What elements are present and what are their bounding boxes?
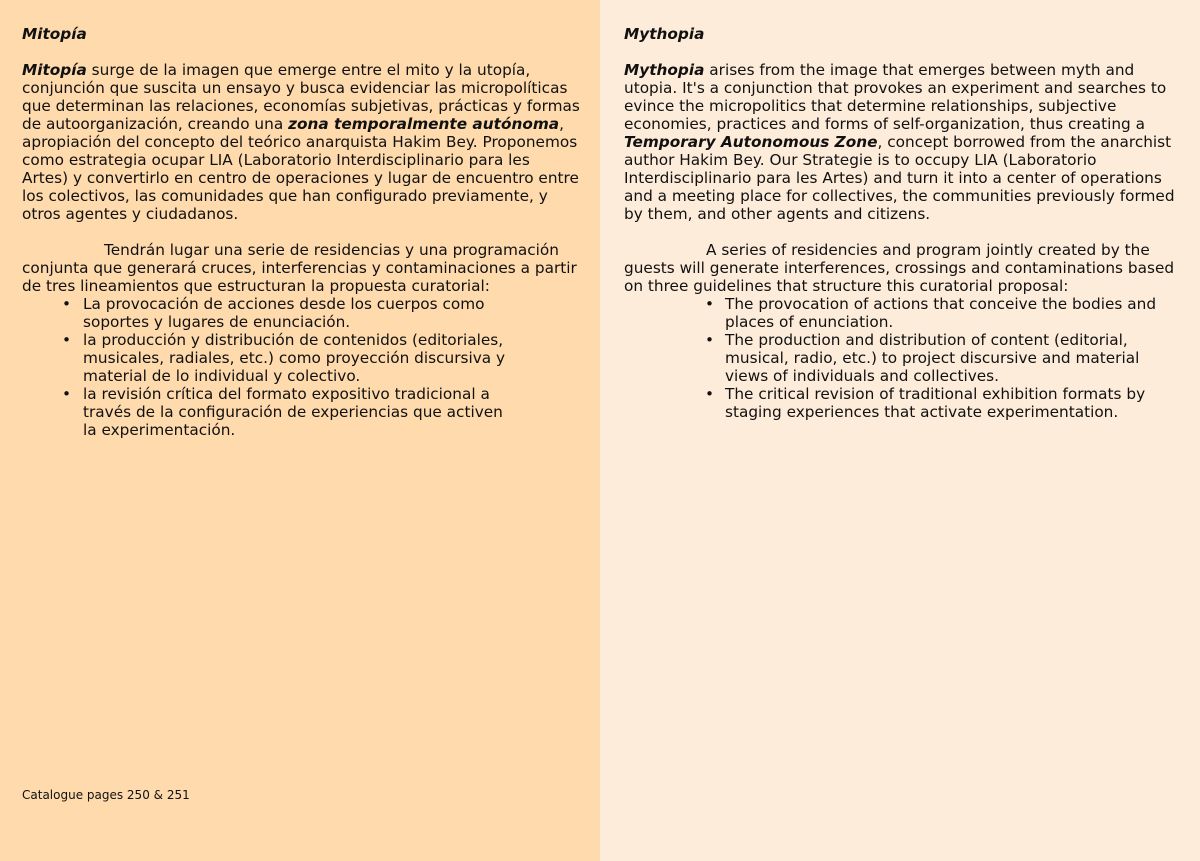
emphasis-term: Mitopía xyxy=(22,61,87,79)
paragraph-text: arises from the image that emerges between myth and utopia. It's a conjunction that provokes an experiment and searches to evince the micropolitics that determine relationships, subjective economies, practices and forms of self-organization, thus creating a xyxy=(624,61,1167,133)
list-item xyxy=(22,295,580,331)
page-title: Mitopía xyxy=(22,25,87,43)
guidelines-list xyxy=(22,295,580,439)
bullet-icon: • xyxy=(705,331,715,349)
guidelines-list xyxy=(624,295,1180,421)
bullet-icon: • xyxy=(62,331,72,349)
intro-paragraph xyxy=(22,61,580,223)
bullet-icon: • xyxy=(705,385,715,403)
paragraph-text: , apropiación del concepto del teórico anarquista Hakim Bey. Proponemos como estrategia ocupar LIA (Laboratorio Interdisciplinario para les Artes) y convertirlo en centro de operaciones y lugar de encuentro entre los colectivos, las comunidades que han configurado previamente, y otros agentes y ciudadanos. xyxy=(22,115,579,223)
emphasis-term: zona temporalmente autónoma xyxy=(288,115,560,133)
program-paragraph: Tendrán lugar una serie de residencias y una programación conjunta que generará cruces, interferencias y contaminaciones a partir de tres lineamientos que estructuran la propuesta curatorial: xyxy=(22,241,577,295)
list-item-text: La provocación de acciones desde los cuerpos como soportes y lugares de enunciación. xyxy=(83,295,485,331)
list-item xyxy=(624,385,1180,421)
list-item-text: la revisión crítica del formato expositivo tradicional a través de la configuración de experiencias que activen la experimentación. xyxy=(83,385,503,439)
paragraph-text: surge de la imagen que emerge entre el mito y la utopía, conjunción que suscita un ensayo y busca evidenciar las micropolíticas que determinan las relaciones, economías subjetivas, prácticas y formas de autoorganización, creando una xyxy=(22,61,580,133)
list-item-text: The critical revision of traditional exhibition formats by staging experiences that activate experimentation. xyxy=(725,385,1146,421)
emphasis-term: Mythopia xyxy=(624,61,705,79)
emphasis-term: Temporary Autonomous Zone xyxy=(624,133,878,151)
list-item xyxy=(624,331,1180,385)
list-item xyxy=(22,331,580,385)
page-footer: Catalogue pages 250 & 251 xyxy=(22,788,190,802)
list-item xyxy=(22,385,580,439)
intro-paragraph xyxy=(624,61,1180,223)
list-item-text: The provocation of actions that conceive the bodies and places of enunciation. xyxy=(725,295,1157,331)
bullet-icon: • xyxy=(705,295,715,313)
right-page-english xyxy=(600,0,1200,861)
list-item-text: la producción y distribución de contenidos (editoriales, musicales, radiales, etc.) como proyección discursiva y material de lo individual y colectivo. xyxy=(83,331,506,385)
page-title: Mythopia xyxy=(624,25,705,43)
list-item xyxy=(624,295,1180,331)
program-paragraph: A series of residencies and program jointly created by the guests will generate interferences, crossings and contaminations based on three guidelines that structure this curatorial proposal: xyxy=(624,241,1175,295)
bullet-icon: • xyxy=(62,385,72,403)
bullet-icon: • xyxy=(62,295,72,313)
list-item-text: The production and distribution of content (editorial, musical, radio, etc.) to project discursive and material views of individuals and collectives. xyxy=(725,331,1140,385)
paragraph-text: , concept borrowed from the anarchist author Hakim Bey. Our Strategie is to occupy LIA (Laboratorio Interdisciplinario para les Artes) and turn it into a center of operations and a meeting place for collectives, the communities previously formed by them, and other agents and citizens. xyxy=(624,133,1175,223)
